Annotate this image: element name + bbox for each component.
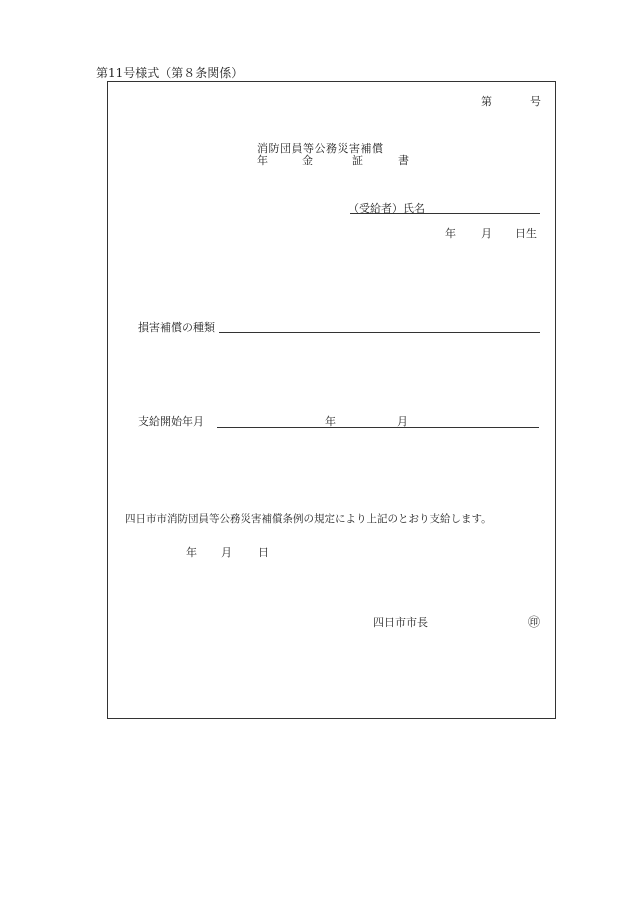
payment-start-month: 月 xyxy=(397,415,408,428)
official-seal: ㊞ xyxy=(528,615,541,629)
date-month: 月 xyxy=(221,546,232,559)
number-suffix: 号 xyxy=(530,95,541,108)
date-year: 年 xyxy=(186,546,197,559)
certificate-title-line2-char1: 年 xyxy=(257,154,268,167)
payment-start-label: 支給開始年月 xyxy=(138,415,204,428)
certificate-title-line2-char2: 金 xyxy=(302,154,313,167)
issuer-title: 四日市市長 xyxy=(373,616,428,629)
payment-statement: 四日市市消防団員等公務災害補償条例の規定により上記のとおり支給します。 xyxy=(125,513,492,525)
certificate-title-line2-char3: 証 xyxy=(352,154,363,167)
date-day: 日 xyxy=(258,546,269,559)
birth-year: 年 xyxy=(445,227,456,240)
certificate-title-line1: 消防団員等公務災害補償 xyxy=(257,142,384,155)
damage-type-line xyxy=(219,332,540,333)
form-label: 第11号様式（第８条関係） xyxy=(96,66,244,80)
payment-start-year: 年 xyxy=(325,415,336,428)
payment-start-line xyxy=(217,427,539,428)
recipient-name-label: （受給者）氏名 xyxy=(348,202,425,215)
recipient-name-line xyxy=(350,213,540,214)
certificate-title-line2-char4: 書 xyxy=(398,154,409,167)
birth-month: 月 xyxy=(481,227,492,240)
birth-day: 日生 xyxy=(515,227,537,240)
number-prefix: 第 xyxy=(481,95,492,108)
damage-type-label: 損害補償の種類 xyxy=(138,321,215,334)
certificate-frame xyxy=(107,81,556,719)
